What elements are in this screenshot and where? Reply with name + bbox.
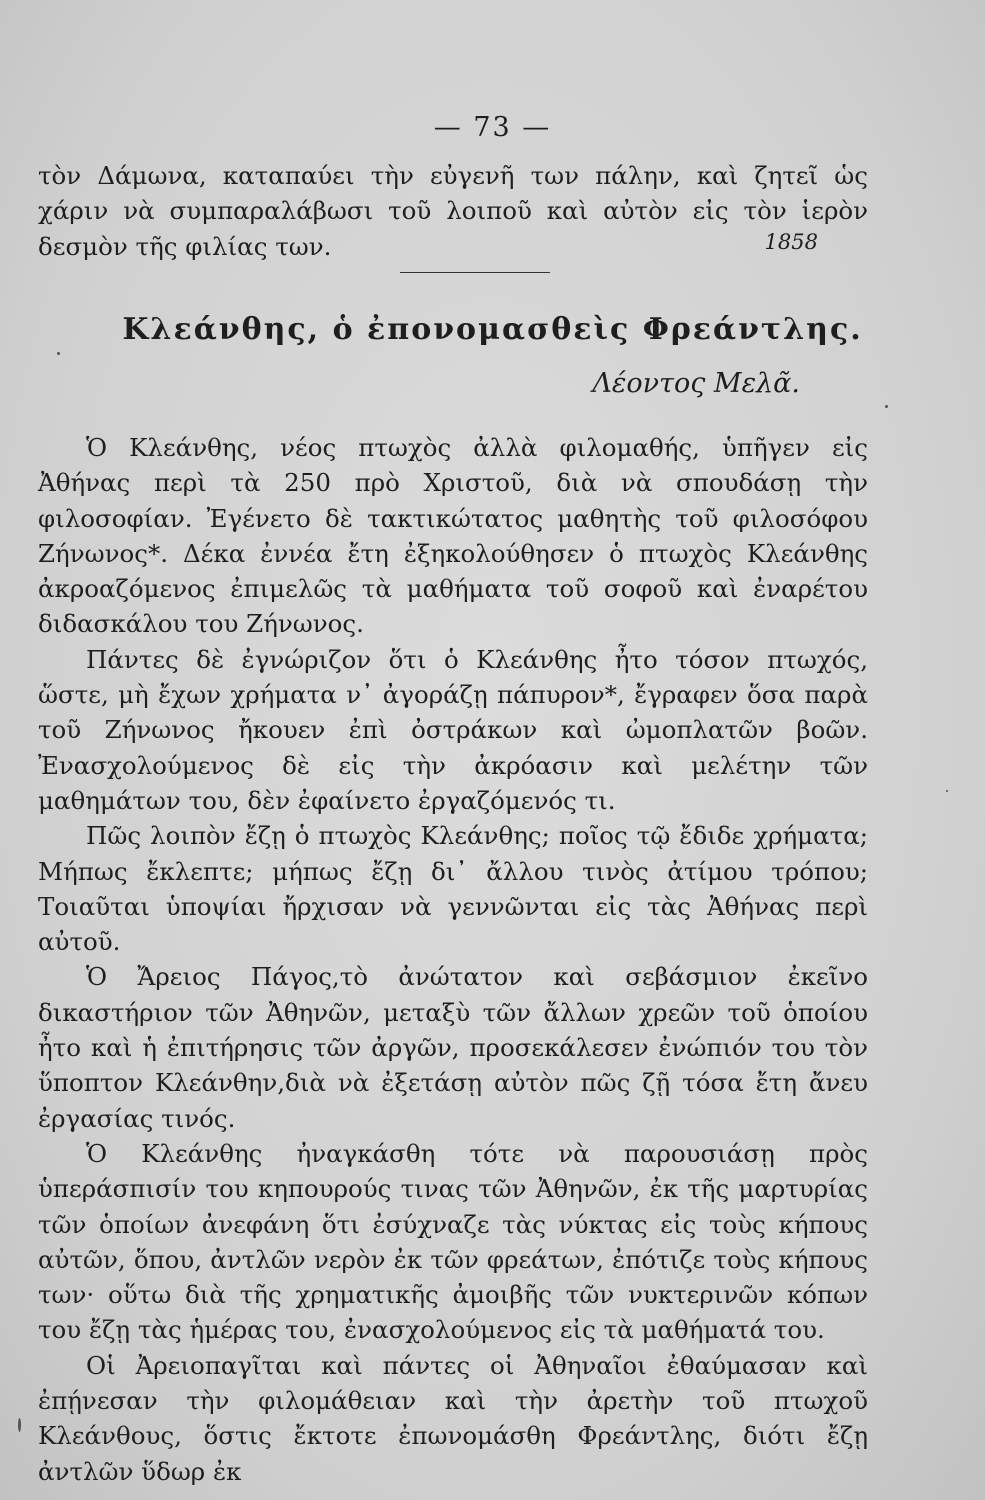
article-body [38,430,868,1489]
previous-article-date: 1858 [764,230,818,254]
body-paragraph: Ὁ Κλεάνθης ἠναγκάσθη τότε νὰ παρουσιάσῃ πρὸς ὑπεράσπισίν του κηπουρούς τινας τῶν Ἀθηνῶν, ἐκ τῆς μαρτυρίας τῶν ὁποίων ἀνεφάνη ὅτι ἐσύχναζε τὰς νύκτας εἰς τοὺς κήπους αὐτῶν, ὅπου, ἀντλῶν νερὸν ἐκ τῶν φρεάτων, ἐπότιζε τοὺς κήπους των· οὕτω διὰ τῆς χρηματικῆς ἀμοιβῆς τῶν νυκτερινῶν κόπων του ἔζῃ τὰς ἡμέρας του, ἐνασχολούμενος εἰς τὰ μαθήματά του. [38,1138,868,1345]
article-title: Κλεάνθης, ὁ ἐπονομασθεὶς Φρεάντλης. [122,312,863,347]
body-paragraph: Ὁ Ἄρειος Πάγος,τὸ ἀνώτατον καὶ σεβάσμιον ἐκεῖνο δικαστήριον τῶν Ἀθηνῶν, μεταξὺ τῶν ἄλλων χρεῶν τοῦ ὁποίου ἦτο καὶ ἡ ἐπιτήρησις τῶν ἀργῶν, προσεκάλεσεν ἐνώπιόν του τὸν ὕποπτον Κλεάνθην,διὰ νὰ ἐξετάσῃ αὐτὸν πῶς ζῇ τόσα ἔτη ἄνευ ἐργασίας τινός. [38,962,868,1133]
article-author: Λέοντος Μελᾶ. [592,368,800,399]
page-number: — 73 — [433,112,552,143]
body-paragraph: Πῶς λοιπὸν ἔζῃ ὁ πτωχὸς Κλεάνθης; ποῖος τῷ ἔδιδε χρήματα; Μήπως ἔκλεπτε; μήπως ἔζῃ δι᾽ ἄλλου τινὸς ἀτίμου τρόπου; Τοιαῦται ὑποψίαι ἤρχισαν νὰ γεννῶνται εἰς τὰς Ἀθήνας περὶ αὐτοῦ. [38,821,868,957]
continuation-paragraph: τὸν Δάμωνα, καταπαύει τὴν εὐγενῆ των πάλην, καὶ ζητεῖ ὡς χάριν νὰ συμπαραλάβωσι τοῦ λοιποῦ καὶ αὐτὸν εἰς τὸν ἱερὸν δεσμὸν τῆς φιλίας των. [38,161,868,261]
section-divider [400,272,550,273]
body-paragraph: Ὁ Κλεάνθης, νέος πτωχὸς ἀλλὰ φιλομαθής, ὑπῆγεν εἰς Ἀθήνας περὶ τὰ 250 πρὸ Χριστοῦ, διὰ νὰ σπουδάσῃ τὴν φιλοσοφίαν. Ἐγένετο δὲ τακτικώτατος μαθητὴς τοῦ φιλοσόφου Ζήνωνος*. Δέκα ἐννέα ἔτη ἐξηκολούθησεν ὁ πτωχὸς Κλεάνθης ἀκροαζόμενος ἐπιμελῶς τὰ μαθήματα τοῦ σοφοῦ καὶ ἐναρέτου διδασκάλου του Ζήνωνος. [38,433,868,639]
body-paragraph: Οἱ Ἀρειοπαγῖται καὶ πάντες οἱ Ἀθηναῖοι ἐθαύμασαν καὶ ἐπῄνεσαν τὴν φιλομάθειαν καὶ τὴν ἀρετὴν τοῦ πτωχοῦ Κλεάνθους, ὅστις ἔκτοτε ἐπωνομάσθη Φρεάντλης, διότι ἔζῃ ἀντλῶν ὕδωρ ἐκ [38,1350,868,1486]
body-paragraph: Πάντες δὲ ἐγνώριζον ὅτι ὁ Κλεάνθης ἦτο τόσον πτωχός, ὥστε, μὴ ἔχων χρήματα ν᾽ ἀγοράζῃ πάπυρον*, ἔγραφεν ὅσα παρὰ τοῦ Ζήνωνος ἤκουεν ἐπὶ ὀστράκων καὶ ὠμοπλατῶν βοῶν. Ἐνασχολούμενος δὲ εἰς τὴν ἀκρόασιν καὶ μελέτην τῶν μαθημάτων του, δὲν ἐφαίνετο ἐργαζόμενός τι. [38,644,868,815]
